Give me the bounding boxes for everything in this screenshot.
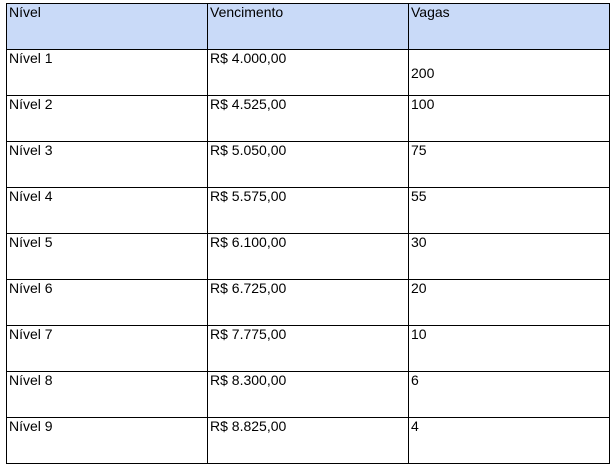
cell-vencimento: R$ 5.575,00 — [208, 188, 409, 234]
cell-nivel: Nível 7 — [7, 326, 208, 372]
cell-nivel: Nível 9 — [7, 418, 208, 464]
table-row — [7, 96, 610, 142]
cell-vagas: 10 — [409, 326, 610, 372]
header-vencimento: Vencimento — [208, 4, 409, 50]
cell-vagas: 4 — [409, 418, 610, 464]
cell-nivel: Nível 8 — [7, 372, 208, 418]
cell-vagas: 20 — [409, 280, 610, 326]
table-row — [7, 142, 610, 188]
cell-nivel: Nível 4 — [7, 188, 208, 234]
cell-vagas: 6 — [409, 372, 610, 418]
cell-vencimento: R$ 6.100,00 — [208, 234, 409, 280]
cell-nivel: Nível 2 — [7, 96, 208, 142]
cell-nivel: Nível 1 — [7, 50, 208, 96]
salary-table — [6, 3, 610, 464]
cell-vagas: 200 — [409, 50, 610, 96]
table-row — [7, 418, 610, 464]
cell-vagas: 30 — [409, 234, 610, 280]
header-nivel: Nível — [7, 4, 208, 50]
cell-vencimento: R$ 8.825,00 — [208, 418, 409, 464]
cell-vencimento: R$ 4.525,00 — [208, 96, 409, 142]
cell-nivel: Nível 3 — [7, 142, 208, 188]
cell-vagas: 75 — [409, 142, 610, 188]
table-row — [7, 188, 610, 234]
table-row — [7, 280, 610, 326]
cell-vagas: 100 — [409, 96, 610, 142]
table-header-row — [7, 4, 610, 50]
cell-vencimento: R$ 6.725,00 — [208, 280, 409, 326]
cell-nivel: Nível 5 — [7, 234, 208, 280]
cell-vagas: 55 — [409, 188, 610, 234]
cell-vencimento: R$ 5.050,00 — [208, 142, 409, 188]
table-row — [7, 50, 610, 96]
table-row — [7, 326, 610, 372]
cell-vencimento: R$ 4.000,00 — [208, 50, 409, 96]
cell-nivel: Nível 6 — [7, 280, 208, 326]
cell-vencimento: R$ 8.300,00 — [208, 372, 409, 418]
table-row — [7, 372, 610, 418]
table-row — [7, 234, 610, 280]
cell-vencimento: R$ 7.775,00 — [208, 326, 409, 372]
header-vagas: Vagas — [409, 4, 610, 50]
